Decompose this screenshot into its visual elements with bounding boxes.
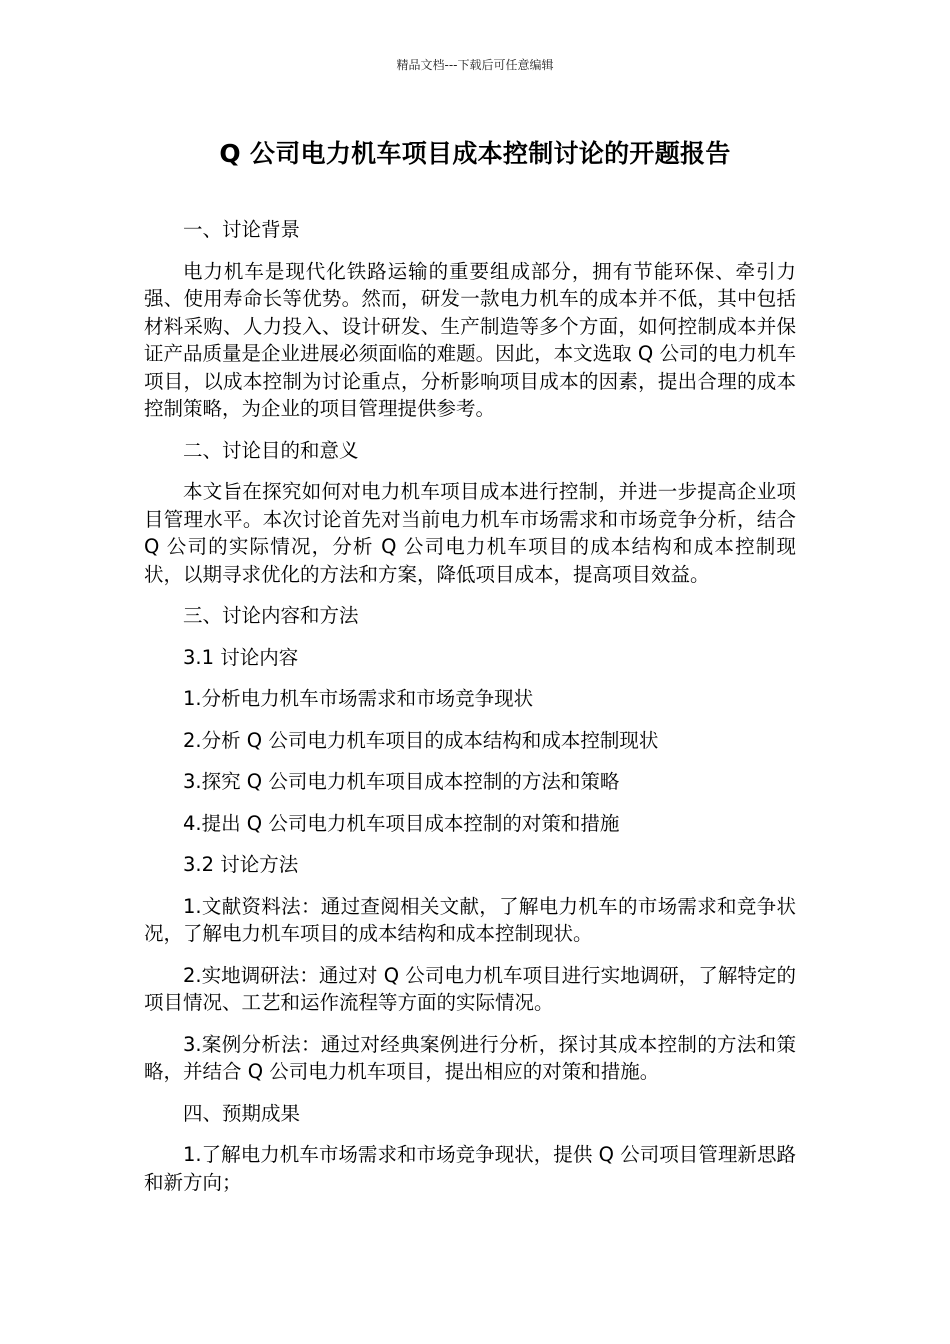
- subsection-heading-content: 3.1 讨论内容: [183, 645, 299, 669]
- result-item: 1.了解电力机车市场需求和市场竞争现状，提供 Q 公司项目管理新思路和新方向；: [144, 1143, 796, 1194]
- method-item: 3.案例分析法：通过对经典案例进行分析，探讨其成本控制的方法和策略，并结合 Q 公司电力机车项目，提出相应的对策和措施。: [144, 1032, 796, 1083]
- document-body: [144, 216, 796, 1210]
- section-heading-purpose: 二、讨论目的和意义: [183, 438, 359, 462]
- content-item: 4.提出 Q 公司电力机车项目成本控制的对策和措施: [183, 811, 620, 835]
- content-item: 1.分析电力机车市场需求和市场竞争现状: [183, 687, 534, 710]
- method-item: 2.实地调研法：通过对 Q 公司电力机车项目进行实地调研，了解特定的项目情况、工艺和运作流程等方面的实际情况。: [144, 963, 796, 1014]
- section-heading-background: 一、讨论背景: [183, 218, 301, 241]
- header-note: 精品文档---下载后可任意编辑: [396, 58, 554, 72]
- section-heading-expected-results: 四、预期成果: [183, 1101, 301, 1125]
- content-item: 2.分析 Q 公司电力机车项目的成本结构和成本控制现状: [183, 728, 659, 752]
- paragraph-purpose: 本文旨在探究如何对电力机车项目成本进行控制，并进一步提高企业项目管理水平。本次讨论首先对当前电力机车市场需求和市场竞争分析，结合 Q 公司的实际情况，分析 Q 公司电力机车项目的成本结构和成本控制现状，以期寻求优化的方法和方案，降低项目成本，提高项目效益。: [144, 480, 796, 586]
- method-item: 1.文献资料法：通过查阅相关文献，了解电力机车的市场需求和竞争状况，了解电力机车项目的成本结构和成本控制现状。: [144, 894, 796, 945]
- document-title: Q 公司电力机车项目成本控制讨论的开题报告: [219, 139, 731, 168]
- section-heading-content-method: 三、讨论内容和方法: [183, 604, 359, 627]
- subsection-heading-method: 3.2 讨论方法: [183, 853, 299, 876]
- content-item: 3.探究 Q 公司电力机车项目成本控制的方法和策略: [183, 770, 620, 793]
- paragraph-background: 电力机车是现代化铁路运输的重要组成部分，拥有节能环保、牵引力强、使用寿命长等优势。然而，研发一款电力机车的成本并不低，其中包括材料采购、人力投入、设计研发、生产制造等多个方面，如何控制成本并保证产品质量是企业进展必须面临的难题。因此，本文选取 Q 公司的电力机车项目，以成本控制为讨论重点，分析影响项目成本的因素，提出合理的成本控制策略，为企业的项目管理提供参考。: [144, 259, 796, 420]
